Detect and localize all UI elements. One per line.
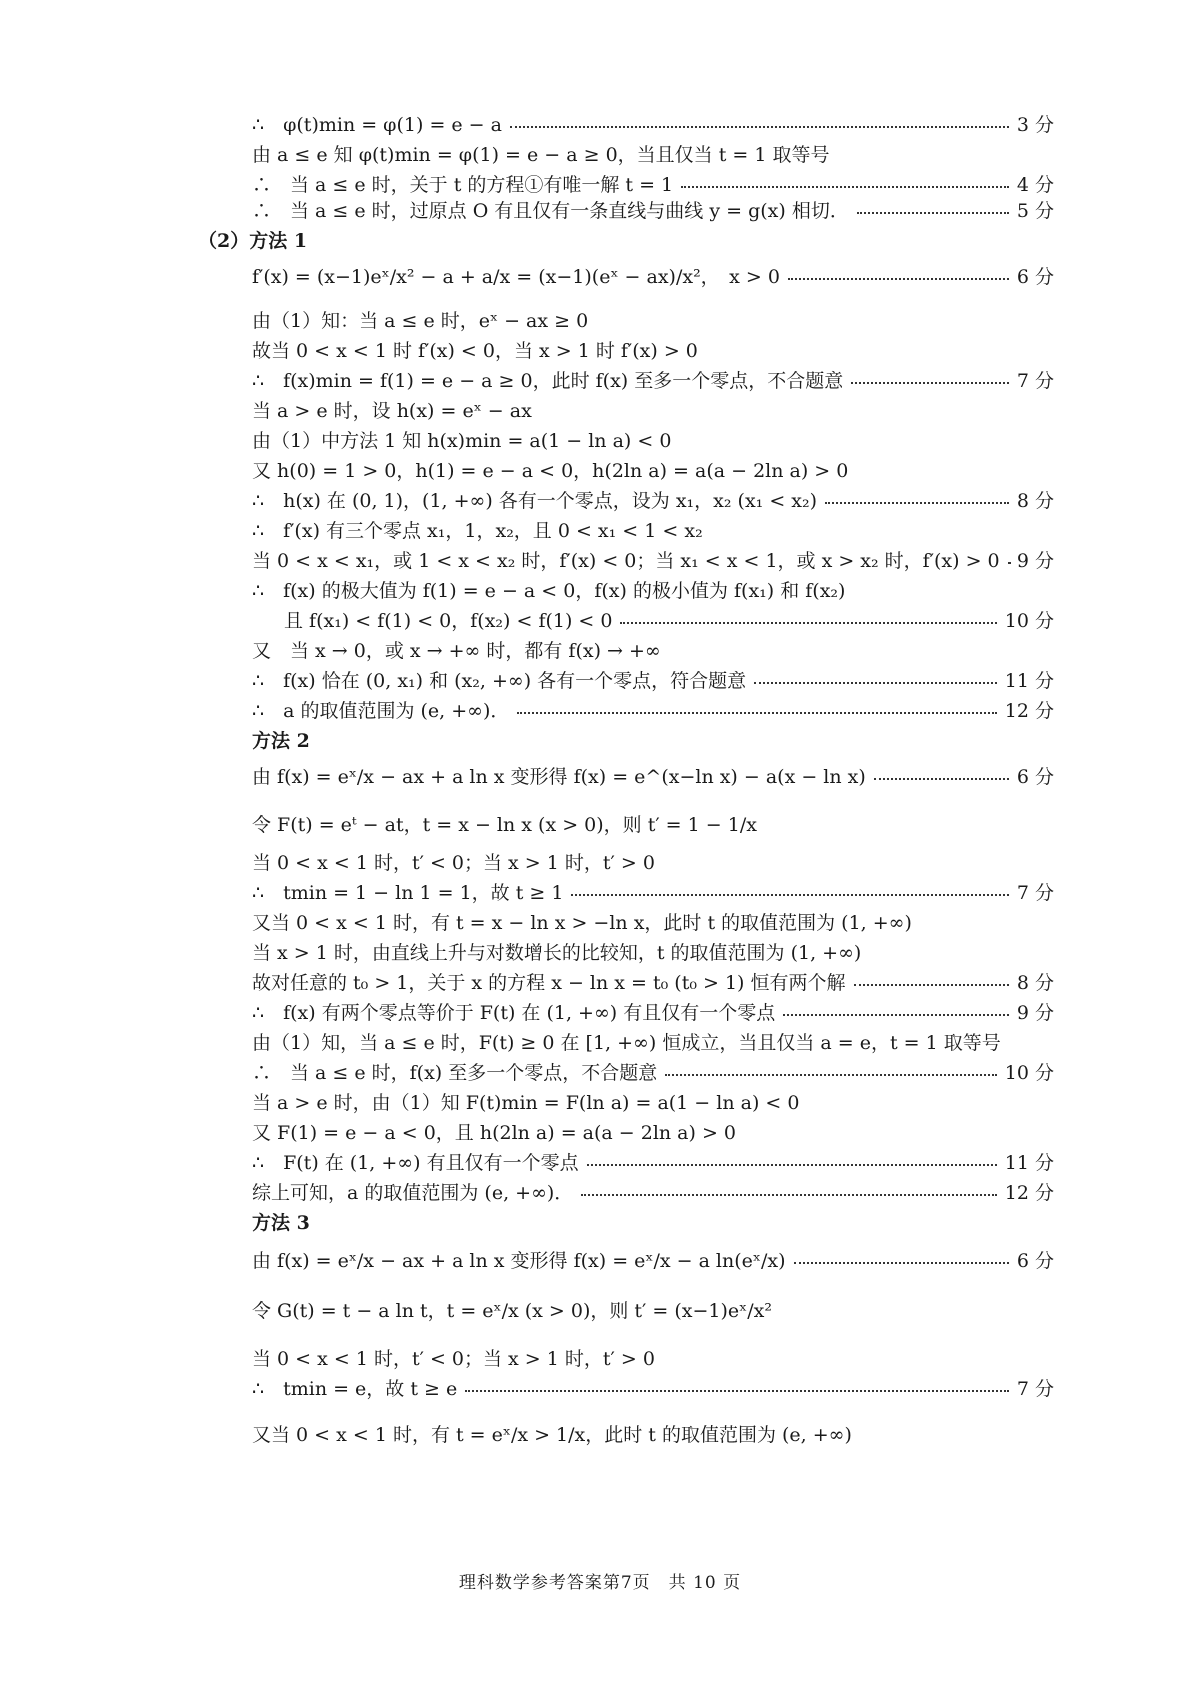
leader-dots <box>517 712 996 714</box>
line-text: ∴ F(t) 在 (1, +∞) 有且仅有一个零点 <box>252 1151 579 1174</box>
line-text: （2）方法 1 <box>198 229 308 252</box>
solution-line <box>252 362 1054 396</box>
score-label: 11 分 <box>1004 669 1054 692</box>
line-text: 当 a > e 时，设 h(x) = eˣ − ax <box>252 399 532 422</box>
score-label: 7 分 <box>1016 881 1054 904</box>
line-text: 由（1）中方法 1 知 h(x)min = a(1 − ln a) < 0 <box>252 429 672 452</box>
line-text: 方法 3 <box>252 1211 310 1234</box>
solution-line <box>252 482 1054 516</box>
solution-line <box>252 692 1054 726</box>
leader-dots <box>794 1262 1009 1264</box>
line-text: ∴ a 的取值范围为 (e, +∞)． <box>252 699 510 722</box>
solution-line <box>252 542 1054 576</box>
line-text: 当 0 < x < 1 时，t′ < 0；当 x > 1 时，t′ > 0 <box>252 851 655 874</box>
score-label: 9 分 <box>1016 1001 1054 1024</box>
line-text: ∴ f(x)min = f(1) = e − a ≥ 0，此时 f(x) 至多一个零点，不合题意 <box>252 369 844 392</box>
section-heading <box>252 722 1054 756</box>
line-text: ∴ f′(x) 有三个零点 x₁，1，x₂，且 0 < x₁ < 1 < x₂ <box>252 519 703 542</box>
solution-line <box>252 1174 1054 1208</box>
leader-dots <box>587 1164 997 1166</box>
line-text: 当 a > e 时，由（1）知 F(t)min = F(ln a) = a(1 − ln a) < 0 <box>252 1091 800 1114</box>
line-text: ∴ f(x) 有两个零点等价于 F(t) 在 (1, +∞) 有且仅有一个零点 <box>252 1001 776 1024</box>
score-label: 10 分 <box>1004 1061 1054 1084</box>
solution-line <box>252 1292 1054 1326</box>
score-label: 10 分 <box>1004 609 1054 632</box>
line-text: 由（1）知，当 a ≤ e 时，F(t) ≥ 0 在 [1, +∞) 恒成立，当且仅当 a = e，t = 1 取等号 <box>252 1031 1001 1054</box>
leader-dots <box>510 126 1009 128</box>
solution-line <box>252 1340 1054 1374</box>
leader-dots <box>857 212 1009 214</box>
score-label: 9 分 <box>1016 549 1054 572</box>
solution-line <box>252 422 1054 456</box>
line-text: 故当 0 < x < 1 时 f′(x) < 0，当 x > 1 时 f′(x) > 0 <box>252 339 698 362</box>
line-text: 令 G(t) = t − a ln t，t = eˣ/x (x > 0)，则 t′ = (x−1)eˣ/x² <box>252 1299 772 1322</box>
section-heading <box>252 1204 1054 1238</box>
leader-dots <box>571 894 1008 896</box>
leader-dots <box>465 1390 1009 1392</box>
solution-line <box>252 934 1054 968</box>
line-text: 由 f(x) = eˣ/x − ax + a ln x 变形得 f(x) = eˣ/x − a ln(eˣ/x) <box>252 1249 786 1272</box>
leader-dots <box>788 278 1009 280</box>
line-text: 当 x > 1 时，由直线上升与对数增长的比较知，t 的取值范围为 (1, +∞) <box>252 941 862 964</box>
line-text: 又当 0 < x < 1 时，有 t = eˣ/x > 1/x，此时 t 的取值范围为 (e, +∞) <box>252 1423 852 1446</box>
solution-line <box>252 258 1054 292</box>
score-label: 8 分 <box>1016 971 1054 994</box>
line-text: ∴ φ(t)min = φ(1) = e − a <box>252 113 502 136</box>
solution-line <box>252 904 1054 938</box>
leader-dots <box>681 186 1009 188</box>
solution-line <box>252 192 1054 226</box>
solution-line <box>252 106 1054 140</box>
line-text: 方法 2 <box>252 729 310 752</box>
line-text: 当 0 < x < 1 时，t′ < 0；当 x > 1 时，t′ > 0 <box>252 1347 655 1370</box>
line-text: 故对任意的 t₀ > 1，关于 x 的方程 x − ln x = t₀ (t₀ > 1) 恒有两个解 <box>252 971 846 994</box>
line-text: 又当 0 < x < 1 时，有 t = x − ln x > −ln x，此时 t 的取值范围为 (1, +∞) <box>252 911 912 934</box>
line-text: 且 f(x₁) < f(1) < 0，f(x₂) < f(1) < 0 <box>284 609 613 632</box>
solution-line <box>252 1242 1054 1276</box>
line-text: ∴ tmin = e，故 t ≥ e <box>252 1377 458 1400</box>
line-text: 又 h(0) = 1 > 0，h(1) = e − a < 0，h(2ln a) = a(a − 2ln a) > 0 <box>252 459 849 482</box>
line-text: ∴ 当 a ≤ e 时，f(x) 至多一个零点，不合题意 <box>252 1061 658 1084</box>
solution-line <box>252 758 1054 792</box>
section-heading <box>198 222 1000 256</box>
solution-line <box>252 1370 1054 1404</box>
leader-dots <box>825 502 1009 504</box>
score-label: 6 分 <box>1016 765 1054 788</box>
line-text: f′(x) = (x−1)eˣ/x² − a + a/x = (x−1)(eˣ − ax)/x²， x > 0 <box>252 265 780 288</box>
score-label: 6 分 <box>1016 265 1054 288</box>
score-label: 11 分 <box>1004 1151 1054 1174</box>
leader-dots <box>851 382 1009 384</box>
score-label: 6 分 <box>1016 1249 1054 1272</box>
solution-line <box>252 512 1054 546</box>
solution-line <box>252 1114 1054 1148</box>
leader-dots <box>783 1014 1009 1016</box>
line-text: 综上可知，a 的取值范围为 (e, +∞)． <box>252 1181 574 1204</box>
score-label: 12 分 <box>1004 1181 1054 1204</box>
leader-dots <box>754 682 997 684</box>
line-text: 由 f(x) = eˣ/x − ax + a ln x 变形得 f(x) = e^(x−ln x) − a(x − ln x) <box>252 765 866 788</box>
solution-line <box>252 136 1054 170</box>
solution-line <box>252 844 1054 878</box>
score-label: 7 分 <box>1016 1377 1054 1400</box>
leader-dots <box>581 1194 996 1196</box>
leader-dots <box>665 1074 997 1076</box>
solution-line <box>252 392 1054 426</box>
solution-line <box>284 602 1054 636</box>
solution-line <box>252 874 1054 908</box>
score-label: 3 分 <box>1016 113 1054 136</box>
line-text: 又 当 x → 0，或 x → +∞ 时，都有 f(x) → +∞ <box>252 639 661 662</box>
solution-line <box>252 806 1054 840</box>
line-text: 当 0 < x < x₁，或 1 < x < x₂ 时，f′(x) < 0；当 x₁ < x < 1，或 x > x₂ 时，f′(x) > 0 <box>252 549 1000 572</box>
page-footer: 理科数学参考答案第7页 共 10 页 <box>458 1573 742 1593</box>
score-label: 4 分 <box>1016 173 1054 196</box>
solution-line <box>252 662 1054 696</box>
solution-line <box>252 572 1054 606</box>
score-label: 5 分 <box>1016 199 1054 222</box>
solution-line <box>252 1054 1054 1088</box>
score-label: 12 分 <box>1004 699 1054 722</box>
solution-line <box>252 332 1054 366</box>
line-text: 令 F(t) = eᵗ − at，t = x − ln x (x > 0)，则 t′ = 1 − 1/x <box>252 813 757 836</box>
line-text: ∴ f(x) 的极大值为 f(1) = e − a < 0，f(x) 的极小值为 f(x₁) 和 f(x₂) <box>252 579 846 602</box>
line-text: 由（1）知：当 a ≤ e 时，eˣ − ax ≥ 0 <box>252 309 589 332</box>
leader-dots <box>854 984 1009 986</box>
solution-line <box>252 994 1054 1028</box>
score-label: 7 分 <box>1016 369 1054 392</box>
solution-line <box>252 1416 1054 1450</box>
leader-dots <box>1008 562 1009 564</box>
solution-line <box>252 1084 1054 1118</box>
line-text: ∴ tmin = 1 − ln 1 = 1，故 t ≥ 1 <box>252 881 564 904</box>
solution-line <box>252 452 1054 486</box>
line-text: ∴ h(x) 在 (0, 1)，(1, +∞) 各有一个零点，设为 x₁，x₂ (x₁ < x₂) <box>252 489 818 512</box>
score-label: 8 分 <box>1016 489 1054 512</box>
solution-line <box>252 964 1054 998</box>
solution-line <box>252 1024 1054 1058</box>
solution-line <box>252 302 1054 336</box>
leader-dots <box>874 778 1009 780</box>
line-text: ∴ 当 a ≤ e 时，过原点 O 有且仅有一条直线与曲线 y = g(x) 相切． <box>252 199 849 222</box>
solution-line <box>252 632 1054 666</box>
line-text: 又 F(1) = e − a < 0，且 h(2ln a) = a(a − 2ln a) > 0 <box>252 1121 736 1144</box>
line-text: 由 a ≤ e 知 φ(t)min = φ(1) = e − a ≥ 0，当且仅当 t = 1 取等号 <box>252 143 830 166</box>
line-text: ∴ f(x) 恰在 (0, x₁) 和 (x₂, +∞) 各有一个零点，符合题意 <box>252 669 747 692</box>
solution-line <box>252 1144 1054 1178</box>
leader-dots <box>620 622 996 624</box>
line-text: ∴ 当 a ≤ e 时，关于 t 的方程①有唯一解 t = 1 <box>252 173 674 196</box>
